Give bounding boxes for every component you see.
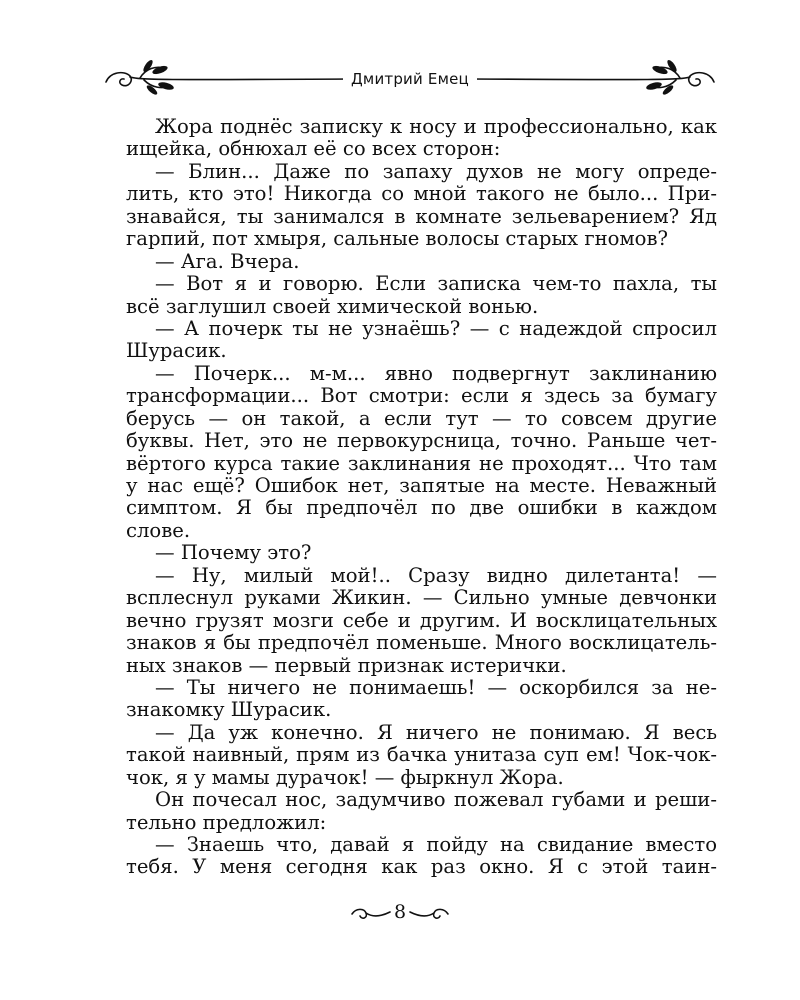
text-line: знаков я бы предпочёл поменьше. Много восклицатель- <box>126 632 717 655</box>
body-text <box>126 116 717 879</box>
text-line: Жора поднёс записку к носу и профессионально, как <box>155 116 717 138</box>
text-line: у нас ещё? Ошибок нет, запятые на месте. Неважный <box>126 475 717 497</box>
text-line: вёртого курса такие заклинания не проходят... Что там <box>126 452 717 475</box>
text-line: тельно предложил: <box>126 811 327 834</box>
text-line: тебя. У меня сегодня как раз окно. Я с этой таин- <box>126 856 717 879</box>
text-line: буквы. Нет, это не первокурсница, точно. Раньше чет- <box>126 430 717 453</box>
text-line: — Знаешь что, давай я пойду на свидание вместо <box>155 834 717 856</box>
text-line: знавайся, ты занимался в комнате зельеварением? Яд <box>126 205 717 228</box>
text-line: слове. <box>126 519 191 542</box>
page-number: 8 <box>393 901 407 923</box>
page-footer <box>0 900 800 930</box>
text-line: — Почерк... м-м... явно подвергнут заклинанию <box>155 362 717 385</box>
text-line: — Да уж конечно. Я ничего не понимаю. Я весь <box>155 721 717 744</box>
text-line: вечно грузят мозги себе и другим. И восклицательных <box>126 609 717 632</box>
text-line: трансформации... Вот смотри: если я здесь за бумагу <box>126 385 717 408</box>
text-line: чок, я у мамы дурачок! — фыркнул Жора. <box>126 766 564 789</box>
text-line: знакомку Шурасик. <box>126 699 332 722</box>
text-line: всплеснул руками Жикин. — Сильно умные девчонки <box>126 587 717 610</box>
book-author: Дмитрий Емец <box>100 70 720 88</box>
text-line: — Ты ничего не понимаешь! — оскорбился за не- <box>155 676 717 699</box>
text-line: гарпий, пот хмыря, сальные волосы старых гномов? <box>126 228 669 251</box>
text-line: — Ага. Вчера. <box>155 250 300 273</box>
text-line: берусь — он такой, а если тут — то совсем другие <box>126 407 717 430</box>
text-line: Шурасик. <box>126 340 227 363</box>
text-line: — Почему это? <box>155 542 312 565</box>
text-line: Он почесал нос, задумчиво пожевал губами и реши- <box>155 789 717 812</box>
text-line: симптом. Я бы предпочёл по две ошибки в каждом <box>126 497 717 520</box>
text-line: лить, кто это! Никогда со мной такого не было... При- <box>126 183 717 206</box>
text-line: — А почерк ты не узнаёшь? — с надеждой спросил <box>155 317 717 340</box>
text-line: всё заглушил своей химической вонью. <box>126 295 539 318</box>
text-line: ищейка, обнюхал её со всех сторон: <box>126 138 501 161</box>
text-line: — Блин... Даже по запаху духов не могу опреде- <box>155 160 717 183</box>
text-line: ных знаков — первый признак истерички. <box>126 654 567 677</box>
text-line: такой наивный, прям из бачка унитаза суп ем! Чок-чок- <box>126 744 717 767</box>
text-line: — Ну, милый мой!.. Сразу видно дилетанта! — <box>155 564 717 587</box>
text-line: — Вот я и говорю. Если записка чем-то пахла, ты <box>155 273 717 296</box>
running-header <box>100 58 720 102</box>
